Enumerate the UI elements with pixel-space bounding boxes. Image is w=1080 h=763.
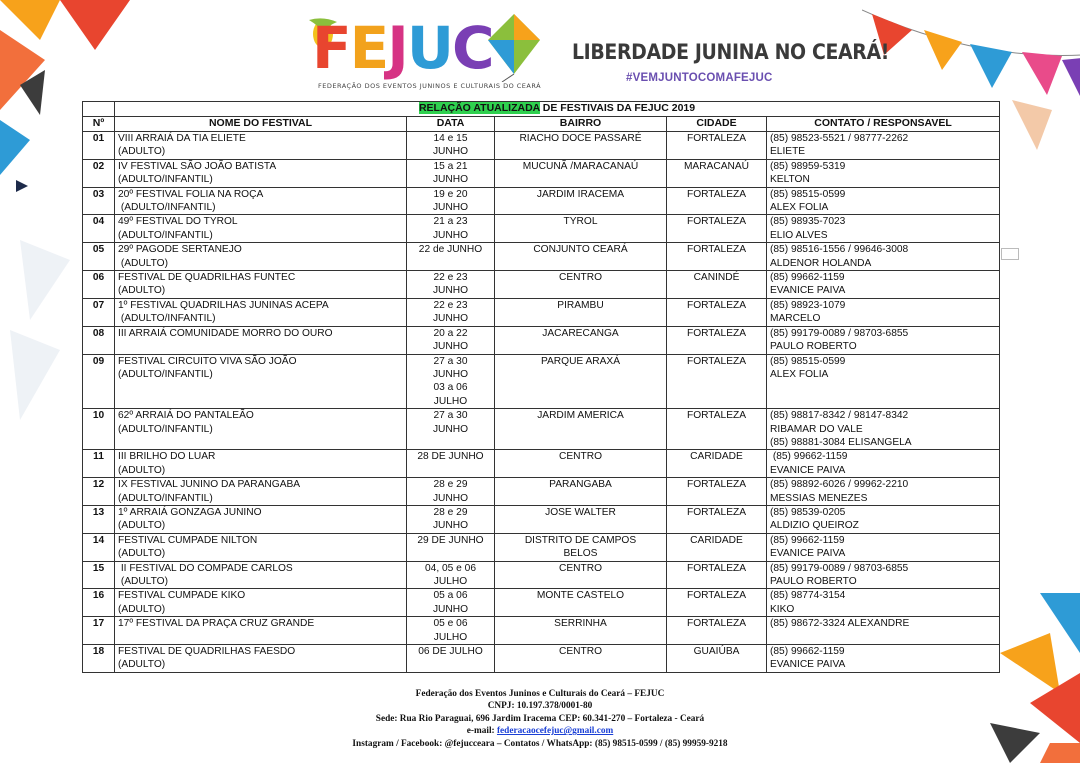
fejuc-logo xyxy=(312,14,493,82)
cell-date xyxy=(407,450,495,478)
cell-num: 18 xyxy=(83,645,115,673)
table-row xyxy=(83,215,1000,243)
cell-cidade: FORTALEZA xyxy=(667,617,767,645)
cell-contato-line: EVANICE PAIVA xyxy=(770,548,846,560)
cell-festival-name-line: (ADULTO) xyxy=(118,464,166,476)
cell-bairro-line: CENTRO xyxy=(558,646,602,658)
cell-bairro-line: MUCUNÃ /MARACANAÚ xyxy=(522,160,639,172)
table-row xyxy=(83,450,1000,478)
table-body xyxy=(83,132,1000,673)
cell-festival-name-line: 29º PAGODE SERTANEJO xyxy=(118,244,242,256)
cell-festival-name-line: III BRILHO DO LUAR xyxy=(118,451,216,463)
kite-icon xyxy=(484,12,544,82)
cell-festival-name xyxy=(115,159,407,187)
cell-festival-name xyxy=(115,561,407,589)
cell-bairro xyxy=(495,505,667,533)
cell-festival-name xyxy=(115,617,407,645)
cell-bairro xyxy=(495,187,667,215)
cell-date-line: 06 DE JULHO xyxy=(418,646,483,658)
cell-bairro xyxy=(495,159,667,187)
cell-contato-line: (85) 99179-0089 / 98703-6855 xyxy=(770,327,909,339)
cell-cidade: CARIDADE xyxy=(667,450,767,478)
footer-org-name: Federação dos Eventos Juninos e Culturais do Ceará – FEJUC xyxy=(415,689,665,699)
cell-bairro xyxy=(495,298,667,326)
cell-bairro-line: PARQUE ARAXÁ xyxy=(540,355,621,367)
footer-cnpj: CNPJ: 10.197.378/0001-80 xyxy=(487,701,593,712)
table-row xyxy=(83,271,1000,299)
cell-contato-line: (85) 98935-7023 xyxy=(770,216,846,228)
cell-contato xyxy=(767,409,1000,450)
cell-date-line: JUNHO xyxy=(432,229,469,241)
cell-contato-line: RIBAMAR DO VALE xyxy=(770,423,863,435)
cell-festival-name xyxy=(115,478,407,506)
cell-bairro-line: CONJUNTO CEARÁ xyxy=(533,244,628,256)
cell-num: 08 xyxy=(83,326,115,354)
cell-date-line: JUNHO xyxy=(432,520,469,532)
cell-contato xyxy=(767,326,1000,354)
table-row xyxy=(83,478,1000,506)
cell-bairro-line: CENTRO xyxy=(558,272,602,284)
cell-contato-line: EVANICE PAIVA xyxy=(770,285,846,297)
cell-date-line: 28 DE JUNHO xyxy=(417,451,484,463)
cell-cidade: FORTALEZA xyxy=(667,326,767,354)
cell-contato-line: ALDENOR HOLANDA xyxy=(770,257,872,269)
cell-festival-name-line: IX FESTIVAL JUNINO DA PARANGABA xyxy=(118,479,301,491)
cell-contato xyxy=(767,159,1000,187)
footer xyxy=(0,688,1080,750)
cell-date xyxy=(407,298,495,326)
cell-num: 04 xyxy=(83,215,115,243)
cell-festival-name xyxy=(115,533,407,561)
cell-festival-name-line: 17º FESTIVAL DA PRAÇA CRUZ GRANDE xyxy=(118,618,315,630)
hashtag: #VEMJUNTOCOMAFEJUC xyxy=(626,72,773,84)
footer-email-line xyxy=(0,725,1080,737)
cell-festival-name xyxy=(115,132,407,160)
cell-cidade: GUAIÚBA xyxy=(667,645,767,673)
table-header-row xyxy=(83,117,1000,132)
cell-date-line: JUNHO xyxy=(432,368,469,380)
cell-date-line: 04, 05 e 06 xyxy=(425,562,476,574)
cell-festival-name-line: (ADULTO) xyxy=(118,659,166,671)
cell-festival-name xyxy=(115,271,407,299)
cell-cidade: FORTALEZA xyxy=(667,215,767,243)
cell-date-line: JUNHO xyxy=(432,174,469,186)
cell-contato-line: (85) 98672-3324 ALEXANDRE xyxy=(770,618,910,630)
cell-festival-name-line: IV FESTIVAL SÃO JOÃO BATISTA xyxy=(118,160,277,172)
cell-date-line: JUNHO xyxy=(432,492,469,504)
cell-contato-line: (85) 98774-3154 xyxy=(770,590,846,602)
cell-num: 03 xyxy=(83,187,115,215)
cell-num: 06 xyxy=(83,271,115,299)
cell-bairro xyxy=(495,354,667,409)
cell-bairro-line: SERRINHA xyxy=(554,618,607,630)
cell-date xyxy=(407,561,495,589)
cell-contato-line: PAULO ROBERTO xyxy=(770,341,857,353)
cell-festival-name xyxy=(115,354,407,409)
cell-bairro xyxy=(495,450,667,478)
cell-contato xyxy=(767,243,1000,271)
cell-date-line: JUNHO xyxy=(432,313,469,325)
cell-num: 11 xyxy=(83,450,115,478)
cell-contato xyxy=(767,589,1000,617)
cell-date-line: 19 e 20 xyxy=(433,188,468,200)
cell-festival-name-line: (ADULTO/INFANTIL) xyxy=(118,368,213,380)
cell-date-line: 22 de JUNHO xyxy=(418,244,483,256)
cell-contato-line: ALEX FOLIA xyxy=(770,368,829,380)
cell-date xyxy=(407,589,495,617)
cell-bairro xyxy=(495,326,667,354)
cell-festival-name-line: (ADULTO/INFANTIL) xyxy=(118,229,213,241)
cell-bairro-line: CENTRO xyxy=(558,451,602,463)
cell-festival-name-line: (ADULTO) xyxy=(118,285,166,297)
column-header-name: NOME DO FESTIVAL xyxy=(115,117,407,132)
table-row xyxy=(83,326,1000,354)
cell-cidade: FORTALEZA xyxy=(667,132,767,160)
cell-num: 09 xyxy=(83,354,115,409)
cell-date xyxy=(407,645,495,673)
cell-num: 14 xyxy=(83,533,115,561)
cell-festival-name-line: (ADULTO/INFANTIL) xyxy=(118,174,213,186)
cell-date xyxy=(407,159,495,187)
cell-contato-line: (85) 99179-0089 / 98703-6855 xyxy=(770,562,909,574)
cell-date-line: 03 a 06 xyxy=(433,382,468,394)
cell-date xyxy=(407,132,495,160)
cell-contato xyxy=(767,645,1000,673)
cell-contato xyxy=(767,561,1000,589)
cell-date-line: JULHO xyxy=(433,576,468,587)
cell-contato-line: (85) 98515-0599 xyxy=(770,188,846,200)
cell-contato xyxy=(767,617,1000,645)
cell-date xyxy=(407,409,495,450)
cell-date-line: 27 a 30 xyxy=(433,355,468,367)
cell-date-line: 28 e 29 xyxy=(433,479,468,491)
cell-festival-name-line: FESTIVAL CUMPADE KIKO xyxy=(118,590,246,602)
cell-festival-name-line: 1º FESTIVAL QUADRILHAS JUNINAS ACEPA xyxy=(118,299,329,311)
cell-festival-name-line: II FESTIVAL DO COMPADE CARLOS xyxy=(118,562,293,574)
cell-festival-name-line: VIII ARRAIÁ DA TIA ELIETE xyxy=(118,133,246,144)
logo-subtitle: FEDERAÇÃO DOS EVENTOS JUNINOS E CULTURAIS DO CEARÁ xyxy=(318,82,542,90)
cell-contato-line: EVANICE PAIVA xyxy=(770,659,846,671)
cell-bairro xyxy=(495,132,667,160)
cell-cidade: FORTALEZA xyxy=(667,589,767,617)
cell-festival-name-line: (ADULTO) xyxy=(118,257,168,269)
cell-date-line: 21 a 23 xyxy=(433,216,468,228)
cell-bairro xyxy=(495,215,667,243)
footer-email-label: e-mail: xyxy=(466,726,497,737)
table-title xyxy=(115,102,1000,117)
logo-letter: U xyxy=(406,14,452,82)
logo-letter: F xyxy=(312,14,350,82)
cell-cidade: FORTALEZA xyxy=(667,478,767,506)
cell-contato-line: KELTON xyxy=(770,174,810,186)
cell-contato-line: ELIO ALVES xyxy=(770,229,828,241)
table-row xyxy=(83,132,1000,160)
cell-date-line: JULHO xyxy=(433,395,468,407)
cell-cidade: MARACANAÚ xyxy=(667,159,767,187)
cell-num: 13 xyxy=(83,505,115,533)
cell-contato xyxy=(767,187,1000,215)
cell-bairro-line: JACARECANGA xyxy=(542,327,619,339)
cell-festival-name-line: (ADULTO) xyxy=(118,603,166,615)
cell-date xyxy=(407,215,495,243)
cell-contato xyxy=(767,478,1000,506)
table-title-row xyxy=(83,102,1000,117)
cell-contato xyxy=(767,271,1000,299)
cell-bairro-line: TYROL xyxy=(563,216,598,228)
cell-festival-name xyxy=(115,450,407,478)
cell-festival-name xyxy=(115,298,407,326)
logo-letter: C xyxy=(451,14,493,82)
page-header xyxy=(0,0,1080,100)
cell-festival-name xyxy=(115,589,407,617)
cell-festival-name-line: (ADULTO) xyxy=(118,548,166,560)
cell-festival-name-line: FESTIVAL DE QUADRILHAS FAESDO xyxy=(118,646,296,658)
table-row xyxy=(83,533,1000,561)
cell-bairro xyxy=(495,243,667,271)
cell-bairro-line: CENTRO xyxy=(558,562,602,574)
title-rest: DE FESTIVAIS DA FEJUC 2019 xyxy=(539,102,696,115)
cell-date-line: JUNHO xyxy=(432,341,469,353)
cell-date-line: JUNHO xyxy=(432,285,469,297)
cell-date-line: JUNHO xyxy=(432,202,469,214)
cell-contato-line: ALDIZIO QUEIROZ xyxy=(770,520,859,532)
cell-bairro-line: DISTRITO DE CAMPOS xyxy=(524,534,637,546)
cell-contato-line: MARCELO xyxy=(770,313,821,325)
column-header-contato: CONTATO / RESPONSAVEL xyxy=(767,117,1000,132)
logo-letter: E xyxy=(349,14,388,82)
cell-cidade: CARIDADE xyxy=(667,533,767,561)
cell-date-line: 05 a 06 xyxy=(433,590,468,602)
cell-date-line: 20 a 22 xyxy=(433,327,468,339)
footer-social: Instagram / Facebook: @fejucceara – Contatos / WhatsApp: (85) 98515-0599 / (85) 99959-9218 xyxy=(352,738,728,749)
cell-num: 05 xyxy=(83,243,115,271)
cell-festival-name-line: 49º FESTIVAL DO TYROL xyxy=(118,216,238,228)
cell-festival-name xyxy=(115,215,407,243)
table-row xyxy=(83,645,1000,673)
cell-date-line: JUNHO xyxy=(432,423,469,435)
table-row xyxy=(83,298,1000,326)
cell-bairro xyxy=(495,645,667,673)
cell-cidade: FORTALEZA xyxy=(667,561,767,589)
cell-contato-line: (85) 98923-1079 xyxy=(770,299,846,311)
table-row xyxy=(83,409,1000,450)
cell-festival-name-line: (ADULTO/INFANTIL) xyxy=(118,492,213,504)
cell-date xyxy=(407,478,495,506)
cell-bairro xyxy=(495,478,667,506)
table-row xyxy=(83,187,1000,215)
cell-contato-line: EVANICE PAIVA xyxy=(770,464,846,476)
title-highlight: RELAÇÃO ATUALIZADA xyxy=(418,102,540,115)
cell-num: 17 xyxy=(83,617,115,645)
column-header-cidade: CIDADE xyxy=(667,117,767,132)
cell-date-line: JUNHO xyxy=(432,146,469,158)
cell-cidade: CANINDÉ xyxy=(667,271,767,299)
cell-contato-line: (85) 98523-5521 / 98777-2262 xyxy=(770,133,909,144)
cell-contato xyxy=(767,132,1000,160)
cell-contato xyxy=(767,215,1000,243)
cell-festival-name xyxy=(115,505,407,533)
cell-cidade: FORTALEZA xyxy=(667,298,767,326)
cell-date xyxy=(407,187,495,215)
cell-bairro xyxy=(495,617,667,645)
cell-festival-name-line: (ADULTO) xyxy=(118,146,166,158)
cell-festival-name-line: (ADULTO/INFANTIL) xyxy=(118,313,216,325)
table-row xyxy=(83,159,1000,187)
cell-bairro-line: JARDIM AMERICA xyxy=(537,410,624,422)
cell-contato-line: MESSIAS MENEZES xyxy=(770,492,868,504)
cell-festival-name xyxy=(115,187,407,215)
cell-contato-line: (85) 98892-6026 / 99962-2210 xyxy=(770,479,909,491)
cell-festival-name-line: 62º ARRAIÁ DO PANTALEÃO xyxy=(118,410,254,422)
table-row xyxy=(83,354,1000,409)
cell-festival-name-line: (ADULTO/INFANTIL) xyxy=(118,202,216,214)
cell-festival-name xyxy=(115,409,407,450)
table-row xyxy=(83,561,1000,589)
cell-cidade: FORTALEZA xyxy=(667,354,767,409)
cell-bairro-line: BELOS xyxy=(563,548,598,560)
cell-bairro-line: RIACHO DOCE PASSARÉ xyxy=(519,133,642,144)
cell-bairro-line: MONTE CASTELO xyxy=(536,590,625,602)
cell-date xyxy=(407,271,495,299)
cell-bairro-line: PIRAMBU xyxy=(557,299,604,311)
cell-contato-line: PAULO ROBERTO xyxy=(770,576,857,587)
cell-date xyxy=(407,505,495,533)
cell-festival-name-line: 1º ARRAIÁ GONZAGA JUNINO xyxy=(118,506,262,518)
cell-festival-name-line: 20º FESTIVAL FOLIA NA ROÇA xyxy=(118,188,264,200)
cell-contato-line: ELIETE xyxy=(770,146,806,158)
festival-table xyxy=(82,101,1000,673)
cell-cidade: FORTALEZA xyxy=(667,505,767,533)
table-row xyxy=(83,617,1000,645)
cell-bairro xyxy=(495,533,667,561)
column-header-bairro: BAIRRO xyxy=(495,117,667,132)
cell-festival-name xyxy=(115,326,407,354)
cell-bairro-line: JARDIM IRACEMA xyxy=(536,188,625,200)
cell-festival-name-line: III ARRAIÁ COMUNIDADE MORRO DO OURO xyxy=(118,327,333,339)
cell-date-line: 05 e 06 xyxy=(433,618,468,630)
footer-address: Sede: Rua Rio Paraguai, 696 Jardim Iracema CEP: 60.341-270 – Fortaleza - Ceará xyxy=(375,713,705,724)
cell-contato xyxy=(767,450,1000,478)
cell-contato-line: (85) 98516-1556 / 99646-3008 xyxy=(770,244,909,256)
cell-contato-line: (85) 98539-0205 xyxy=(770,506,846,518)
cell-contato xyxy=(767,505,1000,533)
cell-festival-name-line: FESTIVAL DE QUADRILHAS FUNTEC xyxy=(118,272,296,284)
column-header-date: DATA xyxy=(407,117,495,132)
table-title-blank xyxy=(83,102,115,117)
cell-contato-line: (85) 98881-3084 ELISANGELA xyxy=(770,436,912,448)
cell-festival-name xyxy=(115,645,407,673)
slogan: LIBERDADE JUNINA NO CEARÁ! xyxy=(572,40,890,64)
cell-bairro xyxy=(495,271,667,299)
cell-num: 01 xyxy=(83,132,115,160)
cell-festival-name-line: FESTIVAL CUMPADE NILTON xyxy=(118,534,258,546)
cell-festival-name-line: (ADULTO/INFANTIL) xyxy=(118,423,213,435)
cell-contato-line: (85) 99662-1159 xyxy=(770,646,845,658)
cell-num: 12 xyxy=(83,478,115,506)
cell-date-line: 29 DE JUNHO xyxy=(417,534,484,546)
table-row xyxy=(83,505,1000,533)
cell-contato-line: (85) 99662-1159 xyxy=(770,272,845,284)
cell-date-line: JUNHO xyxy=(432,603,469,615)
cell-num: 02 xyxy=(83,159,115,187)
cell-cidade: FORTALEZA xyxy=(667,187,767,215)
cell-contato xyxy=(767,354,1000,409)
cell-contato-line: KIKO xyxy=(770,603,795,615)
cell-date xyxy=(407,617,495,645)
cell-date xyxy=(407,243,495,271)
cell-num: 16 xyxy=(83,589,115,617)
cell-bairro-line: PARANGABA xyxy=(549,479,612,491)
logo-letter: J xyxy=(387,14,407,82)
cell-date-line: 22 e 23 xyxy=(433,299,468,311)
cell-bairro-line: JOSE WALTER xyxy=(545,506,616,518)
cell-cidade: FORTALEZA xyxy=(667,243,767,271)
cell-num: 10 xyxy=(83,409,115,450)
cell-bairro xyxy=(495,409,667,450)
cell-num: 15 xyxy=(83,561,115,589)
cell-date-line: 28 e 29 xyxy=(433,506,468,518)
cell-festival-name-line: FESTIVAL CIRCUITO VIVA SÃO JOÃO xyxy=(118,355,297,367)
cell-festival-name-line: (ADULTO) xyxy=(118,520,166,532)
column-header-num: Nº xyxy=(83,117,115,132)
cell-bairro xyxy=(495,561,667,589)
left-side-decoration xyxy=(0,180,80,480)
cell-contato-line: ALEX FOLIA xyxy=(770,202,829,214)
cell-contato-line: (85) 98817-8342 / 98147-8342 xyxy=(770,410,909,422)
scroll-handle xyxy=(1001,248,1019,260)
cell-contato xyxy=(767,298,1000,326)
cell-contato-line: (85) 98959-5319 xyxy=(770,160,846,172)
cell-contato-line: (85) 99662-1159 xyxy=(770,451,848,463)
cell-contato-line: (85) 99662-1159 xyxy=(770,534,845,546)
cell-date xyxy=(407,326,495,354)
table-row xyxy=(83,243,1000,271)
cell-contato-line: (85) 98515-0599 xyxy=(770,355,846,367)
cell-cidade: FORTALEZA xyxy=(667,409,767,450)
cell-contato xyxy=(767,533,1000,561)
cell-date-line: 22 e 23 xyxy=(433,272,468,284)
cell-date xyxy=(407,533,495,561)
cell-bairro xyxy=(495,589,667,617)
footer-email-link[interactable]: federacaocefejuc@gmail.com xyxy=(496,726,614,737)
cell-num: 07 xyxy=(83,298,115,326)
cell-festival-name xyxy=(115,243,407,271)
cell-date-line: 15 a 21 xyxy=(433,160,468,172)
cell-date xyxy=(407,354,495,409)
cell-festival-name-line: (ADULTO) xyxy=(118,576,168,587)
cell-date-line: 14 e 15 xyxy=(433,133,468,144)
cell-date-line: JULHO xyxy=(433,631,468,643)
cell-date-line: 27 a 30 xyxy=(433,410,468,422)
table-row xyxy=(83,589,1000,617)
